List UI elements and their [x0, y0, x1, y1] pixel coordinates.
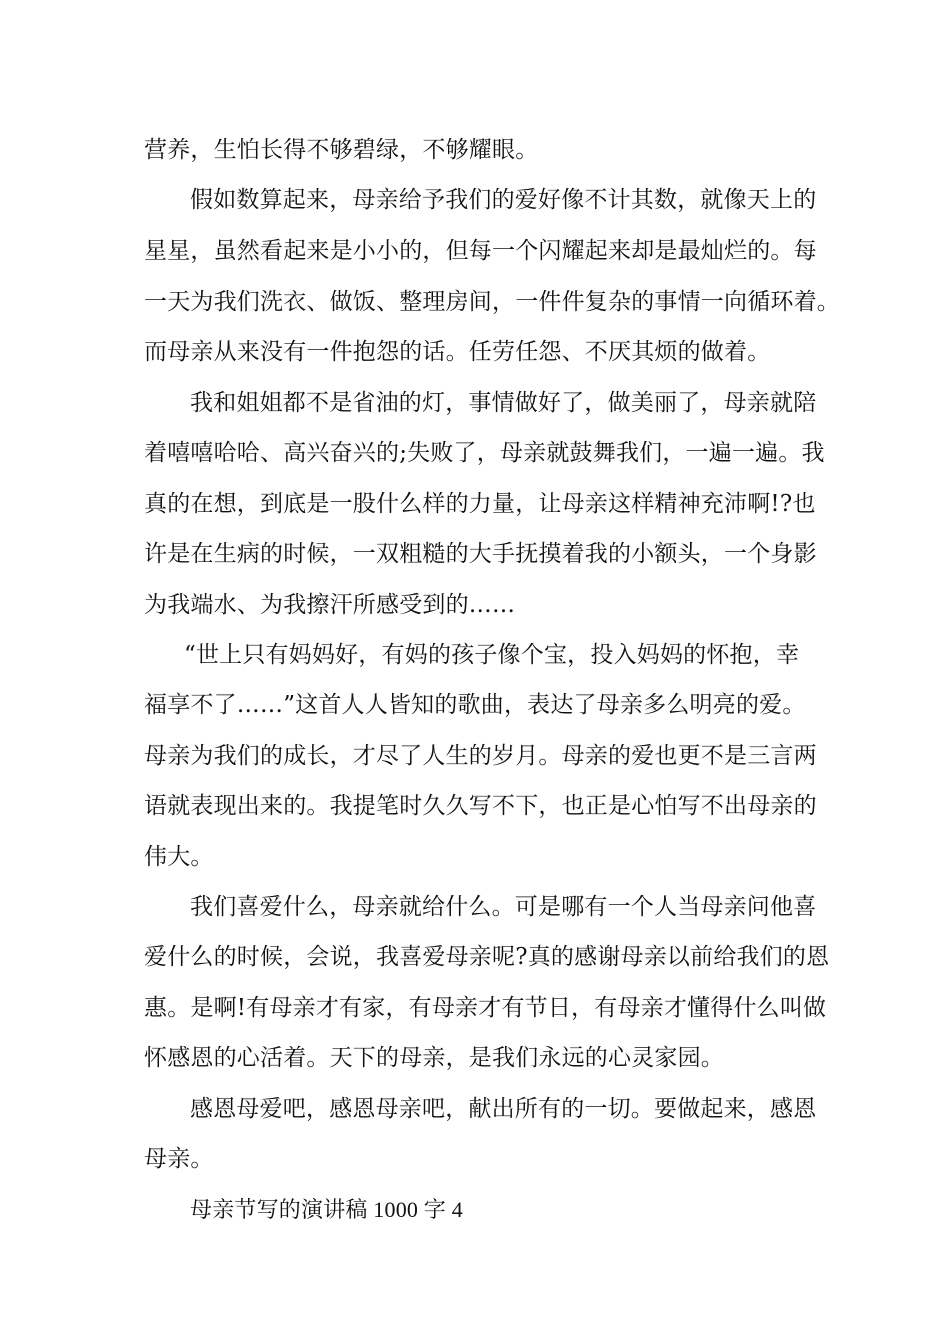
- text-line: 一天为我们洗衣、做饭、整理房间，一件件复杂的事情一向循环着。: [144, 289, 840, 315]
- paragraph-first-line: 我和姐姐都不是省油的灯，事情做好了，做美丽了，母亲就陪: [190, 390, 817, 416]
- paragraph-first-line: 感恩母爱吧，感恩母亲吧，献出所有的一切。要做起来，感恩: [190, 1096, 817, 1122]
- text-line: 母亲为我们的成长，才尽了人生的岁月。母亲的爱也更不是三言两: [144, 743, 817, 769]
- text-line: 着嘻嘻哈哈、高兴奋兴的;失败了，母亲就鼓舞我们，一遍一遍。我: [144, 440, 825, 466]
- text-line: 星星，虽然看起来是小小的，但每一个闪耀起来却是最灿烂的。每: [144, 238, 817, 264]
- text-line: 母亲。: [144, 1146, 214, 1172]
- text-line: 怀感恩的心活着。天下的母亲，是我们永远的心灵家园。: [144, 1045, 724, 1071]
- paragraph-first-line: “世上只有妈妈好，有妈的孩子像个宝，投入妈妈的怀抱，幸: [184, 642, 800, 668]
- section-heading: 母亲节写的演讲稿 1000 字 4: [190, 1197, 463, 1222]
- text-line: 福享不了……”这首人人皆知的歌曲，表达了母亲多么明亮的爱。: [144, 692, 806, 718]
- text-line: 爱什么的时候，会说，我喜爱母亲呢?真的感谢母亲以前给我们的恩: [144, 944, 830, 970]
- paragraph-first-line: 假如数算起来，母亲给予我们的爱好像不计其数，就像天上的: [190, 187, 817, 213]
- text-line: 伟大。: [144, 844, 214, 870]
- text-line: 语就表现出来的。我提笔时久久写不下，也正是心怕写不出母亲的: [144, 793, 817, 819]
- text-line: 为我端水、为我擦汗所感受到的……: [144, 592, 516, 618]
- text-line: 营养，生怕长得不够碧绿，不够耀眼。: [144, 137, 539, 163]
- text-line: 许是在生病的时候，一双粗糙的大手抚摸着我的小额头，一个身影: [144, 541, 817, 567]
- text-line: 真的在想，到底是一股什么样的力量，让母亲这样精神充沛啊!?也: [144, 491, 816, 517]
- paragraph-first-line: 我们喜爱什么，母亲就给什么。可是哪有一个人当母亲问他喜: [190, 894, 817, 920]
- text-line: 惠。是啊!有母亲才有家，有母亲才有节日，有母亲才懂得什么叫做: [144, 995, 827, 1021]
- text-line: 而母亲从来没有一件抱怨的话。任劳任怨、不厌其烦的做着。: [144, 339, 771, 365]
